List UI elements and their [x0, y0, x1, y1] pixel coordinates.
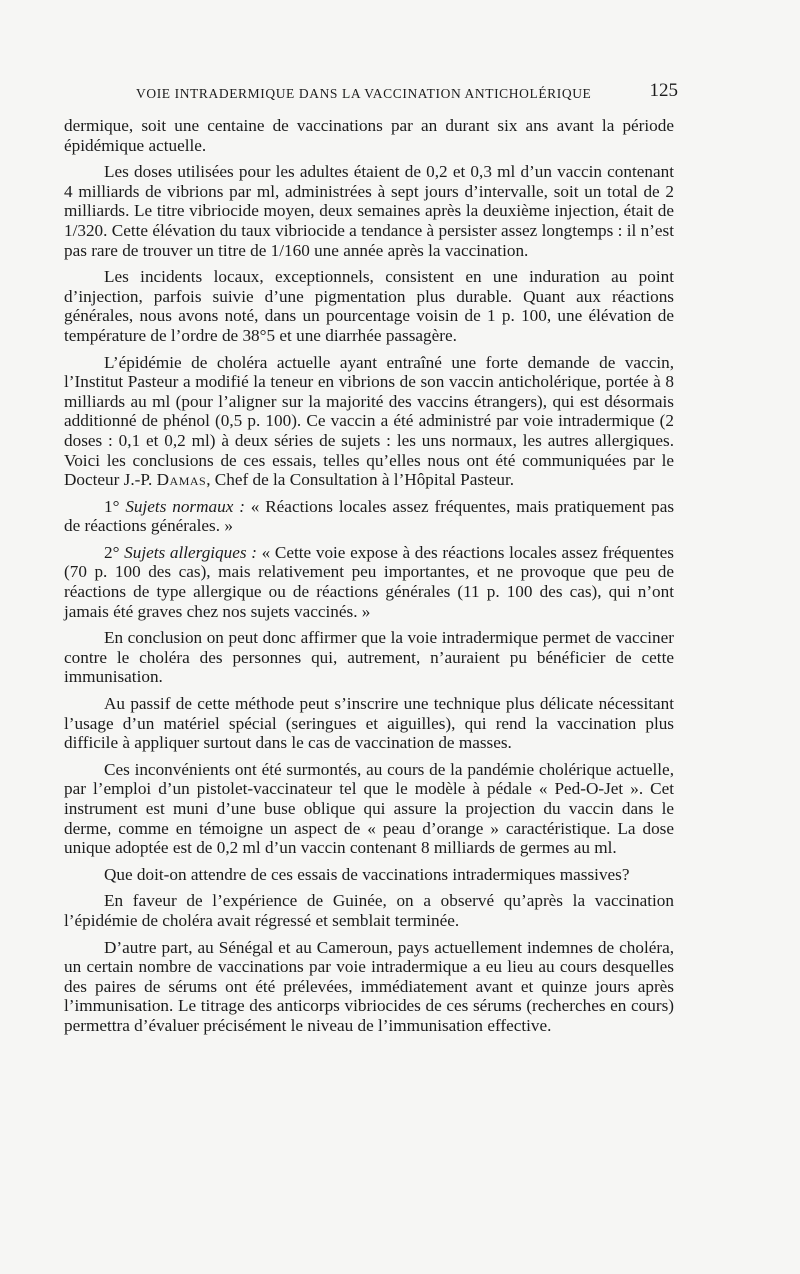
author-affiliation: , Chef de la Consultation à l’Hôpital Pasteur. [206, 470, 515, 490]
paragraph-drawbacks: Au passif de cette méthode peut s’inscrire une technique plus délicate nécessitant l’usage d’un matériel spécial (seringues et aiguilles), qui rend la vaccination plus difficile à appliquer surtout dans le cas de vaccination de masses. [64, 694, 674, 753]
paragraph-incidents: Les incidents locaux, exceptionnels, consistent en une induration au point d’injection, parfois suivie d’une pigmentation plus durable. Quant aux réactions générales, nous avons noté, dans un pourcentage voisin de 1 p. 100, une élévation de température de l’ordre de 38°5 et une diarrhée passagère. [64, 267, 674, 345]
paragraph-continuation: dermique, soit une centaine de vaccinations par an durant six ans avant la période épidémique actuelle. [64, 116, 674, 155]
item-label: 1° [104, 496, 126, 516]
item-normal-subjects [64, 497, 674, 536]
paragraph-doses: Les doses utilisées pour les adultes étaient de 0,2 et 0,3 ml d’un vaccin contenant 4 milliards de vibrions par ml, administrées à sept jours d’intervalle, soit un total de 2 milliards. Le titre vibriocide moyen, deux semaines après la deuxième injection, était de 1/320. Cette élévation du taux vibriocide a tendance à persister assez longtemps : il n’est pas rare de trouver un titre de 1/160 une année après la vaccination. [64, 162, 674, 260]
paragraph-conclusion: En conclusion on peut donc affirmer que la voie intradermique permet de vacciner contre le choléra des personnes qui, autrement, n’auraient pu bénéficier de cette immunisation. [64, 628, 674, 687]
running-head [64, 80, 678, 106]
item-title: Sujets allergiques : [124, 542, 257, 562]
item-label: 2° [104, 542, 125, 562]
item-text: « Cette voie expose à des réactions locales assez fréquentes (70 p. 100 des cas), mais relativement peu importantes, et ne provoque que peu de réactions de type allergique ou de réactions générales (11 p. 100 des cas), qui n’ont jamais été graves chez nos sujets vaccinés. » [64, 542, 674, 621]
paragraph-epidemic [64, 353, 674, 490]
item-title: Sujets normaux : [125, 496, 245, 516]
page-number: 125 [649, 80, 678, 101]
paragraph-ped-o-jet: Ces inconvénients ont été surmontés, au cours de la pandémie cholérique actuelle, par l’emploi d’un pistolet-vaccinateur tel que le modèle à pédale « Ped-O-Jet ». Cet instrument est muni d’une buse oblique qui assure la projection du vaccin dans le derme, comme en témoigne un aspect de « peau d’orange » caractéristique. La dose unique adoptée est de 0,2 ml d’un vaccin contenant 8 milliards de germes au ml. [64, 759, 674, 858]
paragraph-senegal-cameroun: D’autre part, au Sénégal et au Cameroun, pays actuellement indemnes de choléra, un certain nombre de vaccinations par voie intradermique a eu lieu au cours desquelles des paires de sérums ont été prélevées, immédiatement avant et quinze jours après l’immunisation. Le titrage des anticorps vibriocides de ces sérums (recherches en cours) permettra d’évaluer précisément le niveau de l’immunisation effective. [64, 937, 674, 1035]
item-text: « Réactions locales assez fréquentes, mais pratiquement pas de réactions générales. » [64, 496, 675, 536]
author-name: Damas [156, 470, 207, 490]
item-allergic-subjects [64, 543, 674, 621]
body-text [64, 116, 674, 1043]
paragraph-question: Que doit-on attendre de ces essais de vaccinations intradermiques massives? [104, 864, 630, 884]
epidemic-text: L’épidémie de choléra actuelle ayant entraîné une forte demande de vaccin, l’Institut Pasteur a modifié la teneur en vibrions de son vaccin anticholérique, portée à 8 milliards au ml (pour l’aligner sur la majorité des vaccins étrangers), qui est désormais additionné de phénol (0,5 p. 100). Ce vaccin a été administré par voie intradermique (2 doses : 0,1 et 0,2 ml) à deux séries de sujets : les uns normaux, les autres allergiques. Voici les conclusions de ces essais, telles qu’elles nous ont été communiquées par le Docteur J.-P. [64, 352, 674, 490]
running-title: VOIE INTRADERMIQUE DANS LA VACCINATION ANTICHOLÉRIQUE [136, 86, 592, 101]
paragraph-guinee: En faveur de l’expérience de Guinée, on a observé qu’après la vaccination l’épidémie de choléra avait régressé et semblait terminée. [64, 891, 674, 930]
